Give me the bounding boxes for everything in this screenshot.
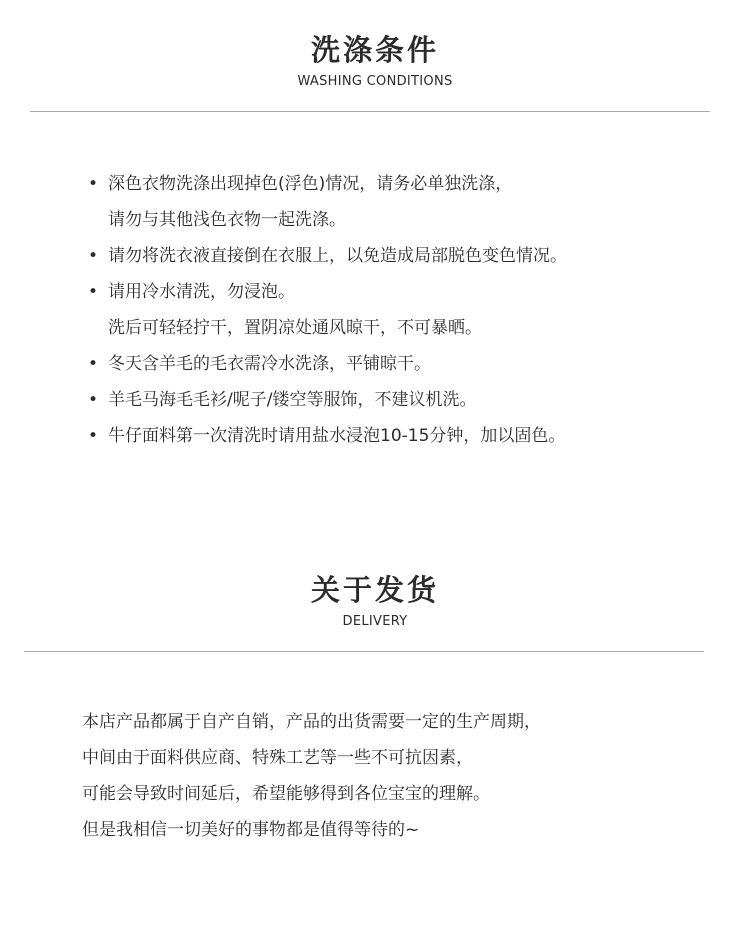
washing-divider — [30, 111, 710, 112]
condition-text: 羊毛马海毛毛衫/呢子/镂空等服饰，不建议机洗。 — [108, 390, 477, 410]
condition-item-4 — [88, 346, 567, 382]
bullet-mark: • — [88, 246, 99, 266]
condition-text: 请勿将洗衣液直接倒在衣服上，以免造成局部脱色变色情况。 — [108, 246, 567, 266]
washing-section-title: 洗涤条件 — [310, 33, 439, 67]
condition-item-2 — [88, 238, 567, 274]
washing-conditions-list — [88, 166, 567, 454]
condition-continuation-text: 洗后可轻轻拧干，置阴凉处通风晾干，不可暴晒。 — [108, 318, 482, 338]
condition-item-3 — [88, 274, 567, 310]
delivery-section-subtitle: DELIVERY — [342, 614, 408, 629]
delivery-divider — [24, 651, 704, 652]
bullet-mark: • — [88, 426, 99, 446]
bullet-mark: • — [88, 174, 99, 194]
condition-continuation-text: 请勿与其他浅色衣物一起洗涤。 — [108, 210, 346, 230]
condition-text: 请用冷水清洗，勿浸泡。 — [108, 282, 295, 302]
delivery-section-title: 关于发货 — [310, 573, 439, 607]
condition-item-5 — [88, 382, 567, 418]
delivery-line-1: 本店产品都属于自产自销，产品的出货需要一定的生产周期， — [82, 712, 541, 732]
condition-item-1-continuation — [88, 202, 567, 238]
delivery-paragraph — [82, 704, 541, 848]
bullet-mark: • — [88, 390, 99, 410]
bullet-mark: • — [88, 354, 99, 374]
delivery-line-4: 但是我相信一切美好的事物都是值得等待的~ — [82, 820, 420, 840]
condition-text: 牛仔面料第一次清洗时请用盐水浸泡10-15分钟，加以固色。 — [108, 426, 566, 446]
delivery-line-2: 中间由于面料供应商、特殊工艺等一些不可抗因素， — [82, 748, 473, 768]
bullet-mark: • — [88, 282, 99, 302]
condition-item-3-continuation — [88, 310, 567, 346]
delivery-line-3: 可能会导致时间延后，希望能够得到各位宝宝的理解。 — [82, 784, 490, 804]
condition-item-1 — [88, 166, 567, 202]
condition-text: 深色衣物洗涤出现掉色(浮色)情况，请务必单独洗涤， — [108, 174, 513, 194]
washing-section-subtitle: WASHING CONDITIONS — [297, 74, 453, 89]
condition-item-6 — [88, 418, 567, 454]
condition-text: 冬天含羊毛的毛衣需冷水洗涤，平铺晾干。 — [108, 354, 431, 374]
